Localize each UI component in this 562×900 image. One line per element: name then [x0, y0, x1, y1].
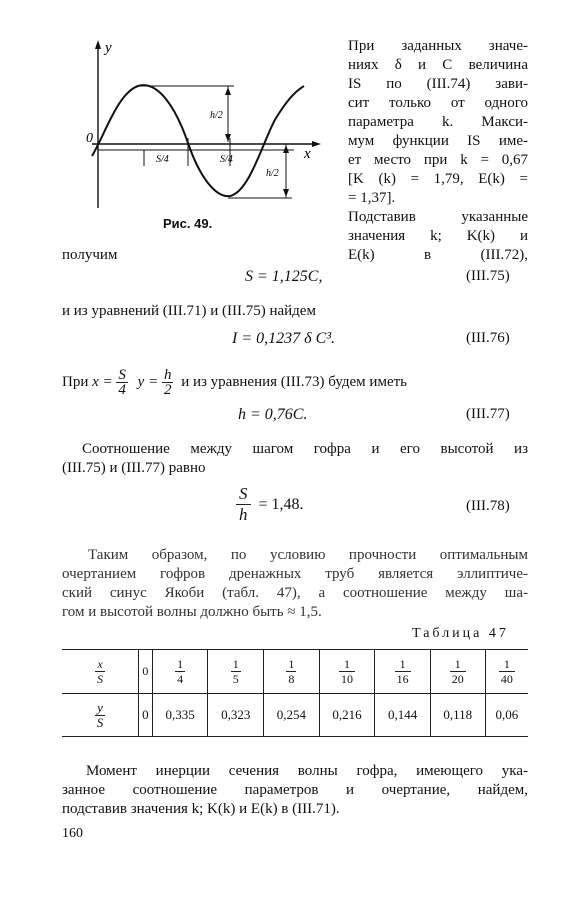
- x-cell-1: [152, 650, 208, 694]
- side-line-10: Подставив указанные: [348, 209, 528, 225]
- paragraph-conclusion: [62, 546, 528, 622]
- conclusion-line-2: очертанием гофров дренажных труб является эллиптиче-: [62, 566, 528, 582]
- side-line-9: = 1,37].: [348, 190, 396, 206]
- equation-76-number: (III.76): [466, 330, 510, 346]
- x-equals: x =: [92, 374, 113, 390]
- y-cell-4: 0,216: [319, 694, 375, 737]
- fraction-numerator: x: [95, 657, 105, 672]
- cell-value: 0: [142, 664, 149, 678]
- fraction-numerator: 1: [288, 657, 295, 671]
- side-line-7: ет место при k = 0,67: [348, 152, 528, 168]
- equation-78-number: (III.78): [466, 498, 510, 514]
- y-cell-7: 0,06: [485, 694, 528, 737]
- equation-76: I = 0,1237 δ C³.: [232, 330, 336, 347]
- equation-75-number: (III.75): [466, 268, 510, 284]
- paragraph-ratio: [62, 440, 528, 478]
- y-cell-0: 0: [139, 694, 153, 737]
- conclusion-line-4: гом и высотой волны должно быть ≈ 1,5.: [62, 604, 322, 620]
- equation-75: S = 1,125C,: [245, 268, 323, 285]
- y-cell-2: 0,323: [208, 694, 264, 737]
- row-label-x-over-s: [62, 650, 139, 694]
- cell-fraction: [286, 657, 296, 686]
- fraction-denominator: 20: [451, 672, 464, 686]
- moment-line-1: Момент инерции сечения волны гофра, имеющего ука-: [86, 763, 528, 779]
- equation-77-number: (III.77): [466, 406, 510, 422]
- fraction-s-h: [236, 484, 251, 525]
- y-axis-label: y: [105, 40, 112, 56]
- conclusion-line-1: Таким образом, по условию прочности оптимальным: [88, 547, 528, 563]
- fraction-denominator: 4: [118, 382, 126, 398]
- side-line-11: значения k; K(k) и: [348, 228, 528, 244]
- side-line-8: [K (k) = 1,79, E(k) =: [348, 171, 528, 187]
- figure-49: [78, 38, 328, 210]
- y-cell-5: 0,144: [375, 694, 431, 737]
- equation-78: [236, 484, 304, 525]
- y-cell-6: 0,118: [430, 694, 485, 737]
- fraction-denominator: 5: [232, 672, 239, 686]
- h2-label-lower: h/2: [266, 168, 279, 179]
- fraction-denominator: 8: [288, 672, 295, 686]
- cell-fraction: [339, 657, 355, 686]
- fraction-numerator: 1: [499, 657, 515, 672]
- ratio-line-1: Соотношение между шагом гофра и его высотой из: [82, 441, 528, 457]
- fraction-denominator: 4: [177, 672, 184, 686]
- conclusion-line-3: ский синус Якоби (табл. 47), а соотношение между ша-: [62, 585, 528, 601]
- fraction-numerator: S: [236, 484, 251, 505]
- fraction-denominator: 40: [500, 672, 513, 686]
- moment-line-3: подставив значения k; K(k) и E(k) в (III.71).: [62, 801, 340, 817]
- cell-fraction: [395, 657, 411, 686]
- s4-label-right: S/4: [220, 154, 233, 165]
- x-cell-5: [375, 650, 431, 694]
- x-cell-7: [485, 650, 528, 694]
- paragraph-substitution: [62, 368, 528, 397]
- text-from-equation: и из уравнения (III.73) будем иметь: [181, 374, 407, 390]
- text-pri: При: [62, 374, 89, 390]
- x-cell-6: [430, 650, 485, 694]
- equation-77: h = 0,76C.: [238, 406, 308, 423]
- fraction-numerator: S: [118, 367, 126, 383]
- figure-caption: Рис. 49.: [163, 216, 213, 231]
- side-line-3: IS по (III.74) зави-: [348, 76, 528, 92]
- x-cell-2: [208, 650, 264, 694]
- fraction-numerator: 1: [232, 657, 239, 671]
- side-text: [348, 37, 528, 265]
- side-line-6: мум функции IS име-: [348, 133, 528, 149]
- x-cell-4: [319, 650, 375, 694]
- page-number: 160: [62, 826, 83, 841]
- y-equals: y =: [137, 374, 159, 390]
- fraction-numerator: h: [163, 367, 172, 383]
- paragraph-moment: [62, 762, 528, 819]
- fraction-denominator: 10: [340, 672, 353, 686]
- fraction-denominator: h: [239, 505, 248, 524]
- x-axis-label: x: [304, 146, 311, 162]
- data-table: [62, 649, 528, 737]
- table-row-y: [62, 694, 528, 737]
- side-line-4: сит только от одного: [348, 95, 528, 111]
- x-cell-0: [139, 650, 153, 694]
- sine-wave-diagram: [78, 38, 328, 210]
- fraction-numerator: 1: [395, 657, 411, 672]
- equation-78-result: = 1,48.: [258, 495, 304, 513]
- ratio-line-2: (III.75) и (III.77) равно: [62, 460, 206, 476]
- fraction-numerator: y: [95, 701, 106, 716]
- h2-label-upper: h/2: [210, 110, 223, 121]
- fraction-denominator: S: [97, 672, 103, 686]
- row-label-y-over-s: [62, 694, 139, 737]
- fraction-x-s: [95, 657, 105, 686]
- paragraph-obtain: получим: [62, 247, 118, 263]
- y-cell-3: 0,254: [264, 694, 320, 737]
- y-cell-1: 0,335: [152, 694, 208, 737]
- fraction-h-2: [162, 368, 174, 397]
- cell-fraction: [175, 657, 185, 686]
- table-row-x: [62, 650, 528, 694]
- fraction-numerator: 1: [339, 657, 355, 672]
- fraction-y-s: [95, 701, 106, 730]
- side-line-12: E(k) в (III.72),: [348, 247, 528, 263]
- table-47: [62, 649, 528, 737]
- fraction-denominator: S: [96, 714, 104, 730]
- side-line-1: При заданных значе-: [348, 38, 528, 54]
- cell-fraction: [450, 657, 466, 686]
- fraction-numerator: 1: [450, 657, 466, 672]
- cell-fraction: [499, 657, 515, 686]
- fraction-s-4: [116, 368, 128, 397]
- paragraph-equations: и из уравнений (III.71) и (III.75) найдем: [62, 303, 316, 319]
- origin-label: 0: [86, 131, 93, 146]
- fraction-denominator: 2: [163, 382, 172, 398]
- fraction-denominator: 16: [396, 672, 409, 686]
- side-line-5: параметра k. Макси-: [348, 114, 528, 130]
- s4-label-left: S/4: [156, 154, 169, 165]
- table-title: Таблица 47: [412, 626, 509, 641]
- x-cell-3: [264, 650, 320, 694]
- fraction-numerator: 1: [177, 657, 184, 671]
- side-line-2: ниях δ и C величина: [348, 57, 528, 73]
- moment-line-2: занное соотношение параметров и очертание, найдем,: [62, 782, 528, 798]
- cell-fraction: [231, 657, 241, 686]
